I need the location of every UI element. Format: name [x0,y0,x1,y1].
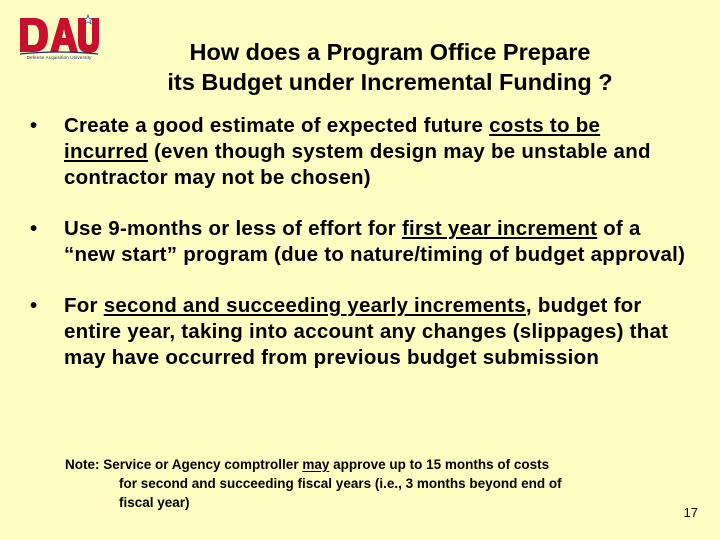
bullet-dot: • [30,294,38,317]
title-line-2: its Budget under Incremental Funding ? [167,69,613,95]
bullet-item [30,113,690,191]
bullet-item [30,293,690,371]
bullet-underlined-text: second and succeeding yearly increments [103,294,526,317]
dau-logo-mark [18,14,100,56]
dau-logo [18,14,100,64]
slide-title [110,37,670,97]
logo-subtitle: Defense Acquisition University [26,55,92,60]
bullet-text: (even though system design may be unstable and contractor may not be chosen) [64,140,651,189]
bullet-item [30,216,690,268]
page-number: 17 [683,505,698,520]
bullet-dot: • [30,217,38,240]
bullet-text: , budget for entire year, taking into account any changes (slippages) that may have occurred from previous budget submission [64,294,669,369]
note-line-1 [65,455,665,474]
bullet-text: Use 9-months or less of effort for [64,217,402,240]
bullet-text: For [64,294,104,317]
bullet-underlined-text: costs to be incurred [64,114,601,163]
note-line-2: for second and succeeding fiscal years (i.e., 3 months beyond end of [119,476,562,491]
title-line-1: How does a Program Office Prepare [189,39,591,65]
note-line-3: fiscal year) [119,495,190,510]
bullet-underlined-text: first year increment [401,217,598,240]
bullet-list [30,113,690,396]
note-prefix: Note: Service or Agency comptroller [65,457,303,472]
bullet-text: of a “new start” program (due to nature/timing of budget approval) [64,217,686,266]
bullet-dot: • [30,114,38,137]
note-underlined-word: may [302,457,330,472]
note-text: approve up to 15 months of costs [329,457,550,472]
footnote [65,455,665,512]
bullet-text: Create a good estimate of expected future [64,114,490,137]
